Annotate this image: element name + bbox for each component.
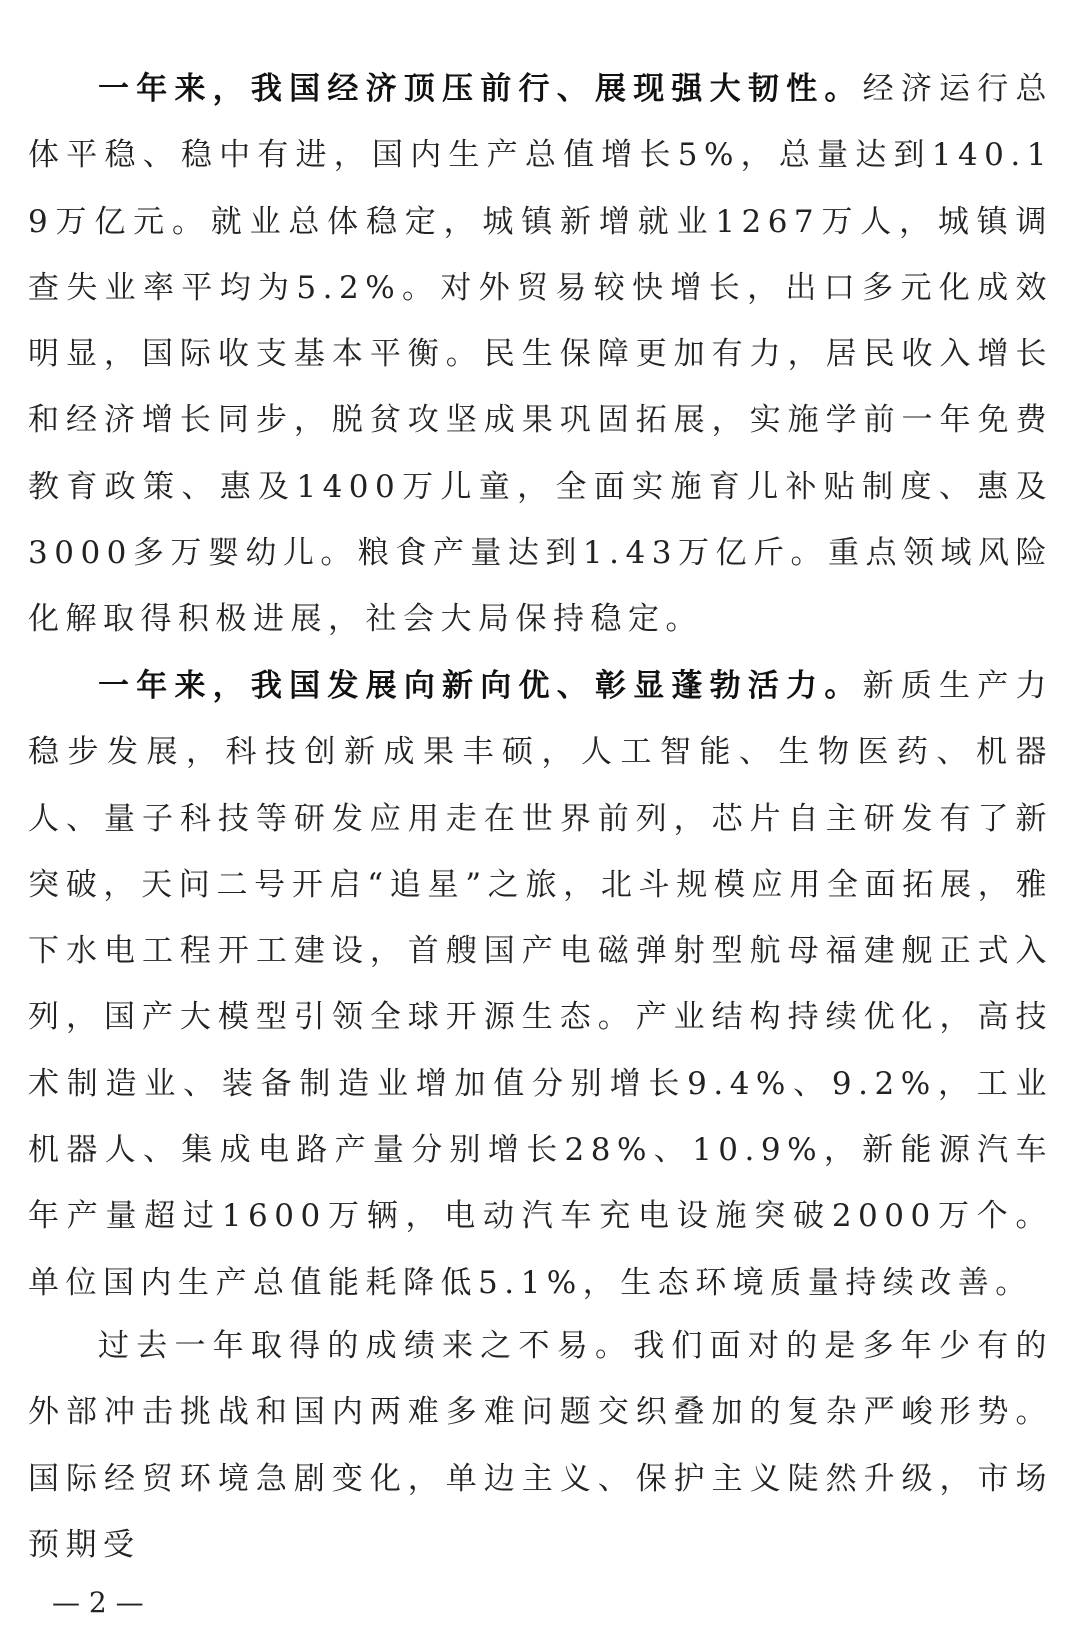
paragraph-lead: 一年来，我国发展向新向优、彰显蓬勃活力。 [98, 668, 863, 704]
paragraph-body: 经济运行总体平稳、稳中有进，国内生产总值增长5%，总量达到140.19万亿元。就业总体稳定，城镇新增就业1267万人，城镇调查失业率平均为5.2%。对外贸易较快增长，出口多元化成效明显，国际收支基本平衡。民生保障更加有力，居民收入增长和经济增长同步，脱贫攻坚成果巩固拓展，实施学前一年免费教育政策、惠及1400万儿童，全面实施育儿补贴制度、惠及3000多万婴幼儿。粮食产量达到1.43万亿斤。重点领域风险化解取得积极进展，社会大局保持稳定。 [28, 71, 1054, 638]
page-number: — 2 — [52, 1586, 144, 1619]
paragraph-body: 新质生产力稳步发展，科技创新成果丰硕，人工智能、生物医药、机器人、量子科技等研发应用走在世界前列，芯片自主研发有了新突破，天问二号开启“追星”之旅，北斗规模应用全面拓展，雅下水电工程开工建设，首艘国产电磁弹射型航母福建舰正式入列，国产大模型引领全球开源生态。产业结构持续优化，高技术制造业、装备制造业增加值分别增长9.4%、9.2%，工业机器人、集成电路产量分别增长28%、10.9%，新能源汽车年产量超过1600万辆，电动汽车充电设施突破2000万个。单位国内生产总值能耗降低5.1%，生态环境质量持续改善。 [28, 668, 1054, 1301]
paragraph-body: 过去一年取得的成绩来之不易。我们面对的是多年少有的外部冲击挑战和国内两难多难问题交织叠加的复杂严峻形势。国际经贸环境急剧变化，单边主义、保护主义陡然升级，市场预期受 [28, 1328, 1053, 1563]
paragraph-lead: 一年来，我国经济顶压前行、展现强大韧性。 [98, 71, 863, 107]
paragraph-development [28, 653, 1053, 1316]
paragraph-economy [28, 56, 1053, 653]
paragraph-challenges [28, 1313, 1053, 1578]
